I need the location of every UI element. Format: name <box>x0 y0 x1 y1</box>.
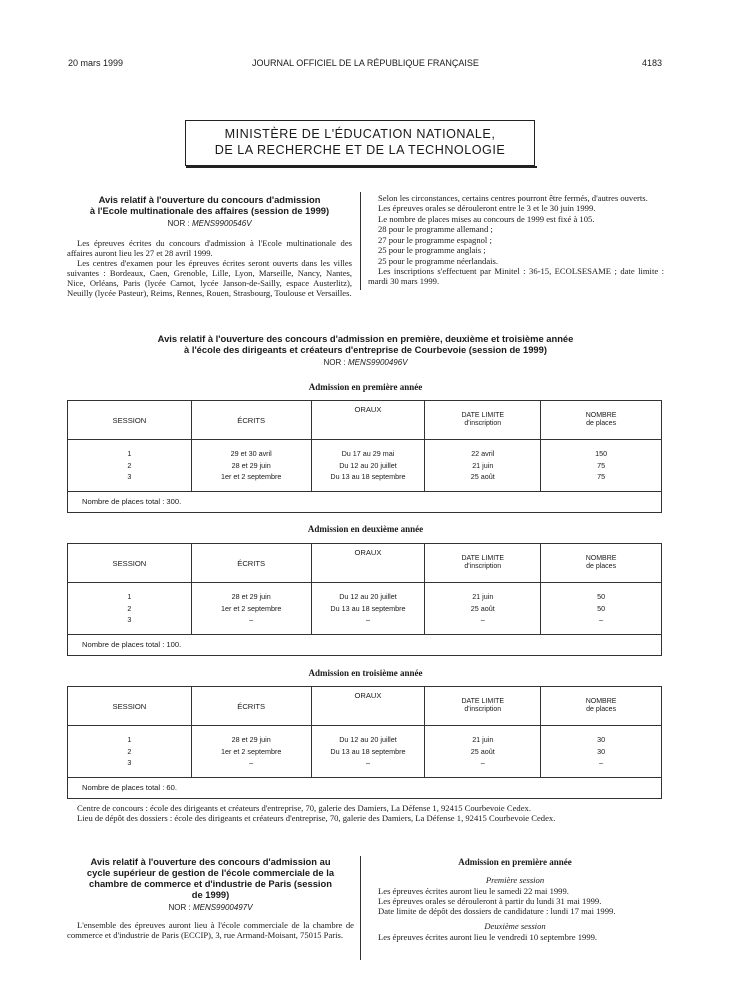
col-date-limite: DATE LIMITE d'inscription <box>425 401 541 440</box>
col-oraux: ORAUX <box>311 544 425 583</box>
ministry-line-2: DE LA RECHERCHE ET DE LA TECHNOLOGIE <box>214 143 506 157</box>
col-ecrits: ÉCRITS <box>191 687 311 726</box>
notice-2-title-line-2: à l'école des dirigeants et créateurs d'entreprise de Courbevoie (session de 1999) <box>184 344 547 355</box>
notice-1-right-line-6: 25 pour le programme anglais ; <box>378 245 486 255</box>
session-2-heading: Deuxième session <box>484 921 546 931</box>
ministry-line-1: MINISTÈRE DE L'ÉDUCATION NATIONALE, <box>224 127 496 141</box>
table-row: 2 1er et 2 septembre Du 13 au 18 septembre 25 août 50 <box>68 603 662 615</box>
table-1-heading: Admission en première année <box>308 382 423 392</box>
notice-3-paragraph-1: L'ensemble des épreuves auront lieu à l'école commerciale de la chambre de commerce et d'industrie de Paris (ECCIP), 3, rue Armand-Moisant, 75015 Paris. <box>67 920 354 940</box>
table-2-heading: Admission en deuxième année <box>307 524 424 534</box>
column-divider <box>360 192 361 290</box>
nor-label: NOR : <box>323 358 346 367</box>
notice-2-footer <box>67 803 662 823</box>
table-row: 3 1er et 2 septembre Du 13 au 18 septembre 25 août 75 <box>68 471 662 491</box>
nor-label: NOR : <box>167 219 190 228</box>
col-session: SESSION <box>68 687 192 726</box>
table-row: 3 – – – – <box>68 614 662 634</box>
col-oraux: ORAUX <box>311 687 425 726</box>
nor-label: NOR : <box>168 903 191 912</box>
notice-1-right-line-5: 27 pour le programme espagnol ; <box>378 234 492 245</box>
col-ecrits: ÉCRITS <box>191 544 311 583</box>
table-row: 1 28 et 29 juin Du 12 au 20 juillet 21 juin 50 <box>68 583 662 603</box>
session-1-line-1: Les épreuves écrites auront lieu le samedi 22 mai 1999. <box>378 886 569 896</box>
lieu-de-depot: Lieu de dépôt des dossiers : école des dirigeants et créateurs d'entreprise, 70, galerie des Damiers, La Défense 1, 92415 Courbevoie Cedex. <box>77 813 556 823</box>
col-date-limite: DATE LIMITE d'inscription <box>425 544 541 583</box>
col-ecrits: ÉCRITS <box>191 401 311 440</box>
session-1-heading: Première session <box>485 875 545 885</box>
notice-3-title-line-2: cycle supérieur de gestion de l'école commerciale de la <box>86 867 335 878</box>
notice-1-right <box>368 193 664 286</box>
table-total: Nombre de places total : 300. <box>68 491 662 512</box>
notice-3-left <box>67 856 354 940</box>
notice-1-right-line-2: Les épreuves orales se dérouleront entre le 3 et le 30 juin 1999. <box>378 203 596 213</box>
col-nombre: NOMBRE de places <box>541 687 662 726</box>
admission-table-third-year <box>67 686 662 799</box>
table-row: 1 28 et 29 juin Du 12 au 20 juillet 21 juin 30 <box>68 726 662 746</box>
admission-table-second-year <box>67 543 662 656</box>
nor-code: MENS9900497V <box>192 903 253 912</box>
notice-2-nor <box>0 357 731 368</box>
session-2-line-1: Les épreuves écrites auront lieu le vendredi 10 septembre 1999. <box>378 932 598 942</box>
col-nombre: NOMBRE de places <box>541 544 662 583</box>
notice-3-nor <box>67 902 354 913</box>
table-row: 2 1er et 2 septembre Du 13 au 18 septembre 25 août 30 <box>68 746 662 758</box>
admission-table-first-year <box>67 400 662 513</box>
notice-1-title-line-1: Avis relatif à l'ouverture du concours d'admission <box>98 194 321 205</box>
notice-1-paragraph-1: Les épreuves écrites du concours d'admission à l'Ecole multinationale des affaires auront lieu les 27 et 28 avril 1999. <box>67 238 352 258</box>
notice-1-right-para-1: Selon les circonstances, certains centres pourront être fermés, d'autres ouverts. <box>378 193 648 203</box>
col-date-limite: DATE LIMITE d'inscription <box>425 687 541 726</box>
session-1-line-3: Date limite de dépôt des dossiers de candidature : lundi 17 mai 1999. <box>378 906 616 916</box>
notice-3-right-heading: Admission en première année <box>458 857 572 867</box>
col-session: SESSION <box>68 401 192 440</box>
notice-1-nor <box>67 218 352 229</box>
ministry-box <box>185 120 535 166</box>
table-total: Nombre de places total : 60. <box>68 777 662 798</box>
table-row: 2 28 et 29 juin Du 12 au 20 juillet 21 juin 75 <box>68 460 662 472</box>
notice-1-left <box>67 194 352 298</box>
table-total: Nombre de places total : 100. <box>68 634 662 655</box>
nor-code: MENS9900496V <box>347 358 408 367</box>
notice-1-right-line-7: 25 pour le programme néerlandais. <box>378 255 499 266</box>
table-row: 1 29 et 30 avril Du 17 au 29 mai 22 avril 150 <box>68 440 662 460</box>
nor-code: MENS9900546V <box>191 219 252 228</box>
session-1-line-2: Les épreuves orales se dérouleront à partir du lundi 31 mai 1999. <box>378 896 602 906</box>
notice-2-title-line-1: Avis relatif à l'ouverture des concours d'admission en première, deuxième et troisième année <box>157 333 574 344</box>
header-journal: JOURNAL OFFICIEL DE LA RÉPUBLIQUE FRANÇAISE <box>252 58 479 68</box>
notice-1-right-para-8: Les inscriptions s'effectuent par Minitel : 36-15, ECOLSESAME ; date limite : mardi 30 mars 1999. <box>368 266 664 286</box>
notice-3-title-line-1: Avis relatif à l'ouverture des concours d'admission au <box>90 856 331 867</box>
notice-1-title-line-2: à l'Ecole multinationale des affaires (session de 1999) <box>89 205 330 216</box>
notice-3-title-line-4: de 1999) <box>191 889 230 900</box>
notice-1-paragraph-2: Les centres d'examen pour les épreuves écrites seront ouverts dans les villes suivantes : Bordeaux, Caen, Grenoble, Lille, Lyon, Marseille, Nancy, Nantes, Nice, Orléans, Paris (lycée Carnot, lycée Janson-de-Sailly, espace Austerlitz), Neuilly (lycée Pasteur), Reims, Rennes, Rouen, Strasbourg, Toulouse et Versailles. <box>67 258 352 298</box>
notice-3-title-line-3: chambre de commerce et d'industrie de Paris (session <box>89 878 332 889</box>
centre-de-concours: Centre de concours : école des dirigeants et créateurs d'entreprise, 70, galerie des Damiers, La Défense 1, 92415 Courbevoie Cedex. <box>77 803 531 813</box>
header-date: 20 mars 1999 <box>68 58 124 68</box>
col-oraux: ORAUX <box>311 401 425 440</box>
col-session: SESSION <box>68 544 192 583</box>
notice-3-right <box>368 856 662 942</box>
col-nombre: NOMBRE de places <box>541 401 662 440</box>
column-divider <box>360 856 361 960</box>
notice-1-right-line-3: Le nombre de places mises au concours de 1999 est fixé à 105. <box>378 213 595 224</box>
header-page-number: 4183 <box>641 58 662 68</box>
table-3-heading: Admission en troisième année <box>308 668 423 678</box>
table-row: 3 – – – – <box>68 757 662 777</box>
notice-1-right-line-4: 28 pour le programme allemand ; <box>378 224 493 234</box>
